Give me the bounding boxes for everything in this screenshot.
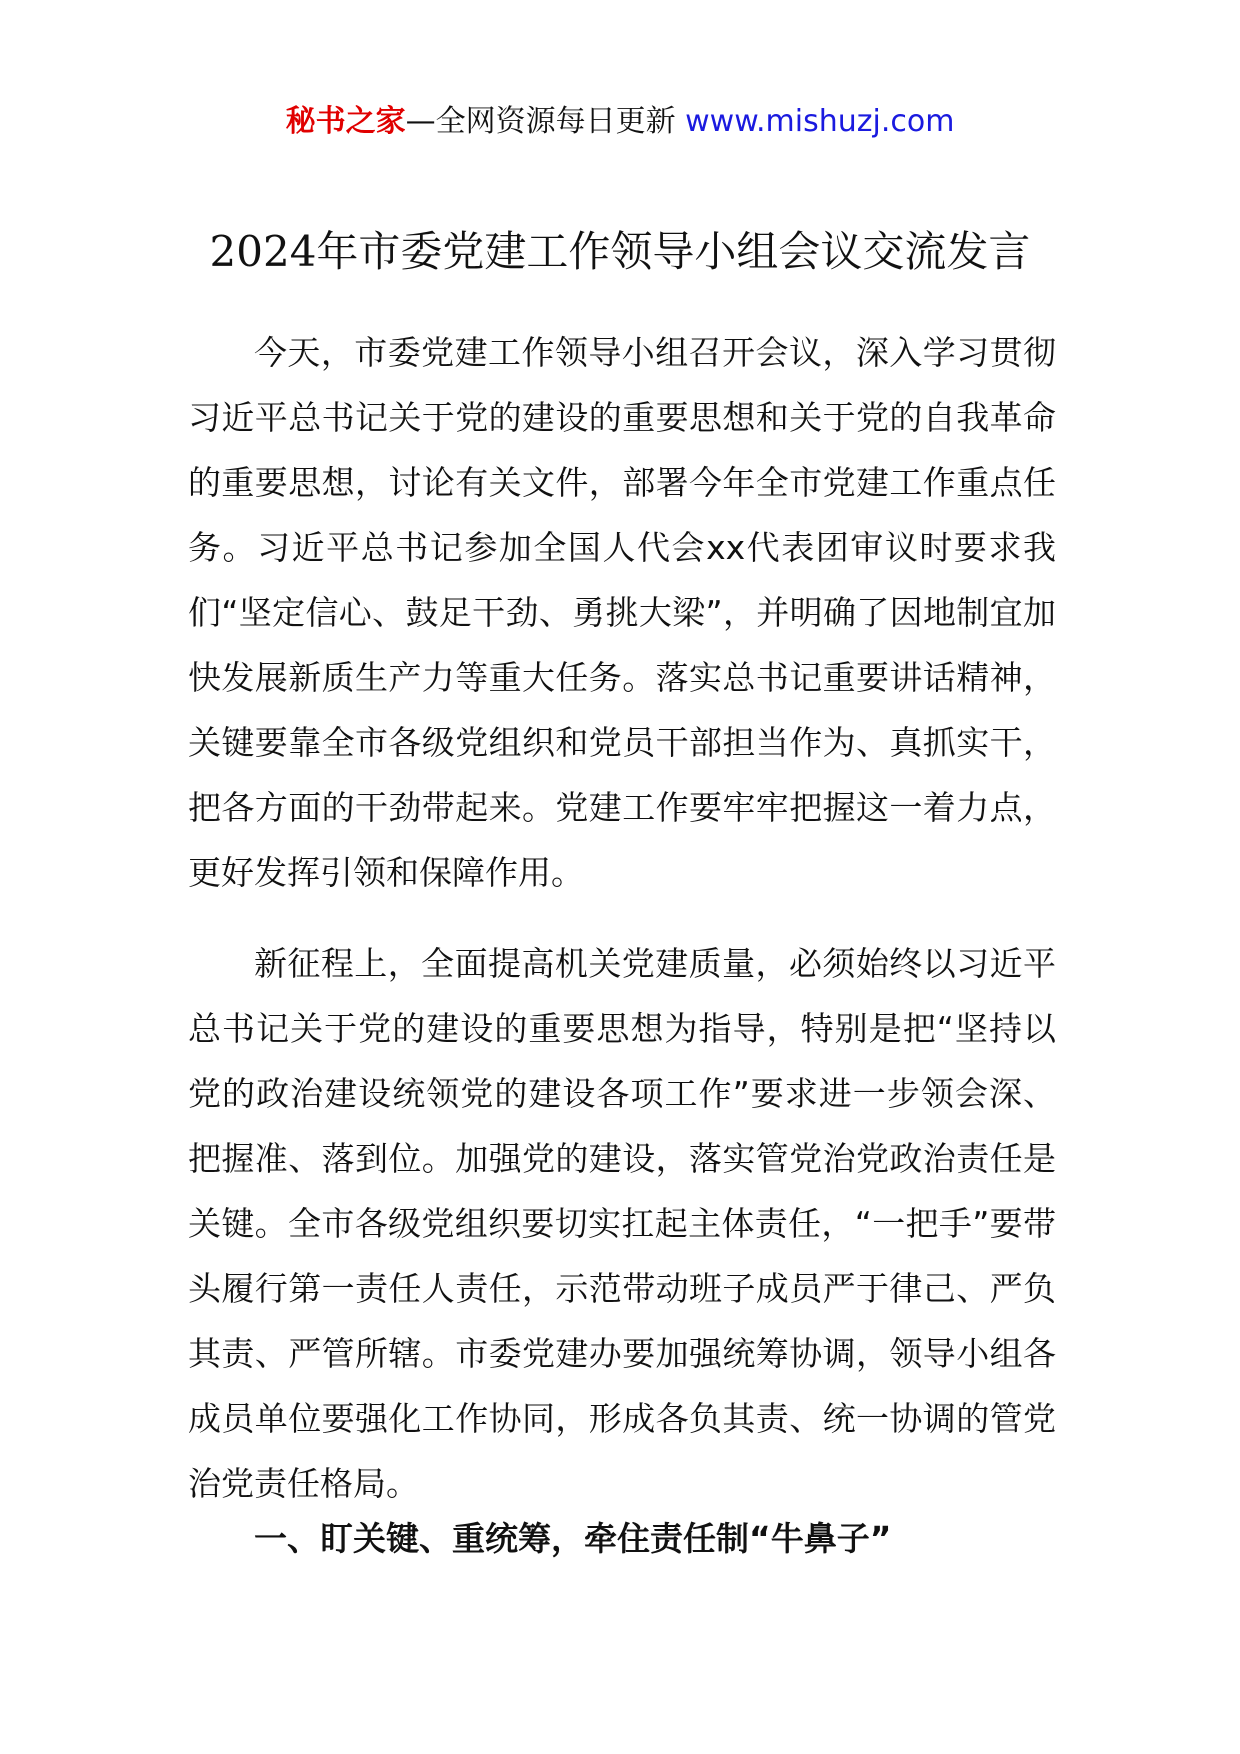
paragraph-2: 新征程上，全面提高机关党建质量，必须始终以习近平总书记关于党的建设的重要思想为指导，特别是把“坚持以党的政治建设统领党的建设各项工作”要求进一步领会深、把握准、落到位。加强党的建设，落实管党治党政治责任是关键。全市各级党组织要切实扛起主体责任，“一把手”要带头履行第一责任人责任，示范带动班子成员严于律己、严负其责、严管所辖。市委党建办要加强统筹协调，领导小组各成员单位要强化工作协同，形成各负其责、统一协调的管党治党责任格局。 [188, 944, 1056, 1503]
section-heading-1: 一、盯关键、重统筹，牵住责任制“牛鼻子” [254, 1519, 892, 1558]
site-header [0, 100, 1240, 144]
document-title: 2024年市委党建工作领导小组会议交流发言 [209, 227, 1031, 276]
paragraph-1: 今天，市委党建工作领导小组召开会议，深入学习贯彻习近平总书记关于党的建设的重要思想和关于党的自我革命的重要思想，讨论有关文件，部署今年全市党建工作重点任务。习近平总书记参加全国人代会xx代表团审议时要求我们“坚定信心、鼓足干劲、勇挑大梁”，并明确了因地制宜加快发展新质生产力等重大任务。落实总书记重要讲话精神，关键要靠全市各级党组织和党员干部担当作为、真抓实干，把各方面的干劲带起来。党建工作要牢牢把握这一着力点，更好发挥引领和保障作用。 [188, 333, 1056, 892]
header-slogan: —全网资源每日更新 [405, 104, 676, 139]
document-body [188, 320, 1056, 1516]
site-url-link[interactable]: www.mishuzj.com [685, 104, 955, 139]
brand-name: 秘书之家 [285, 104, 406, 139]
